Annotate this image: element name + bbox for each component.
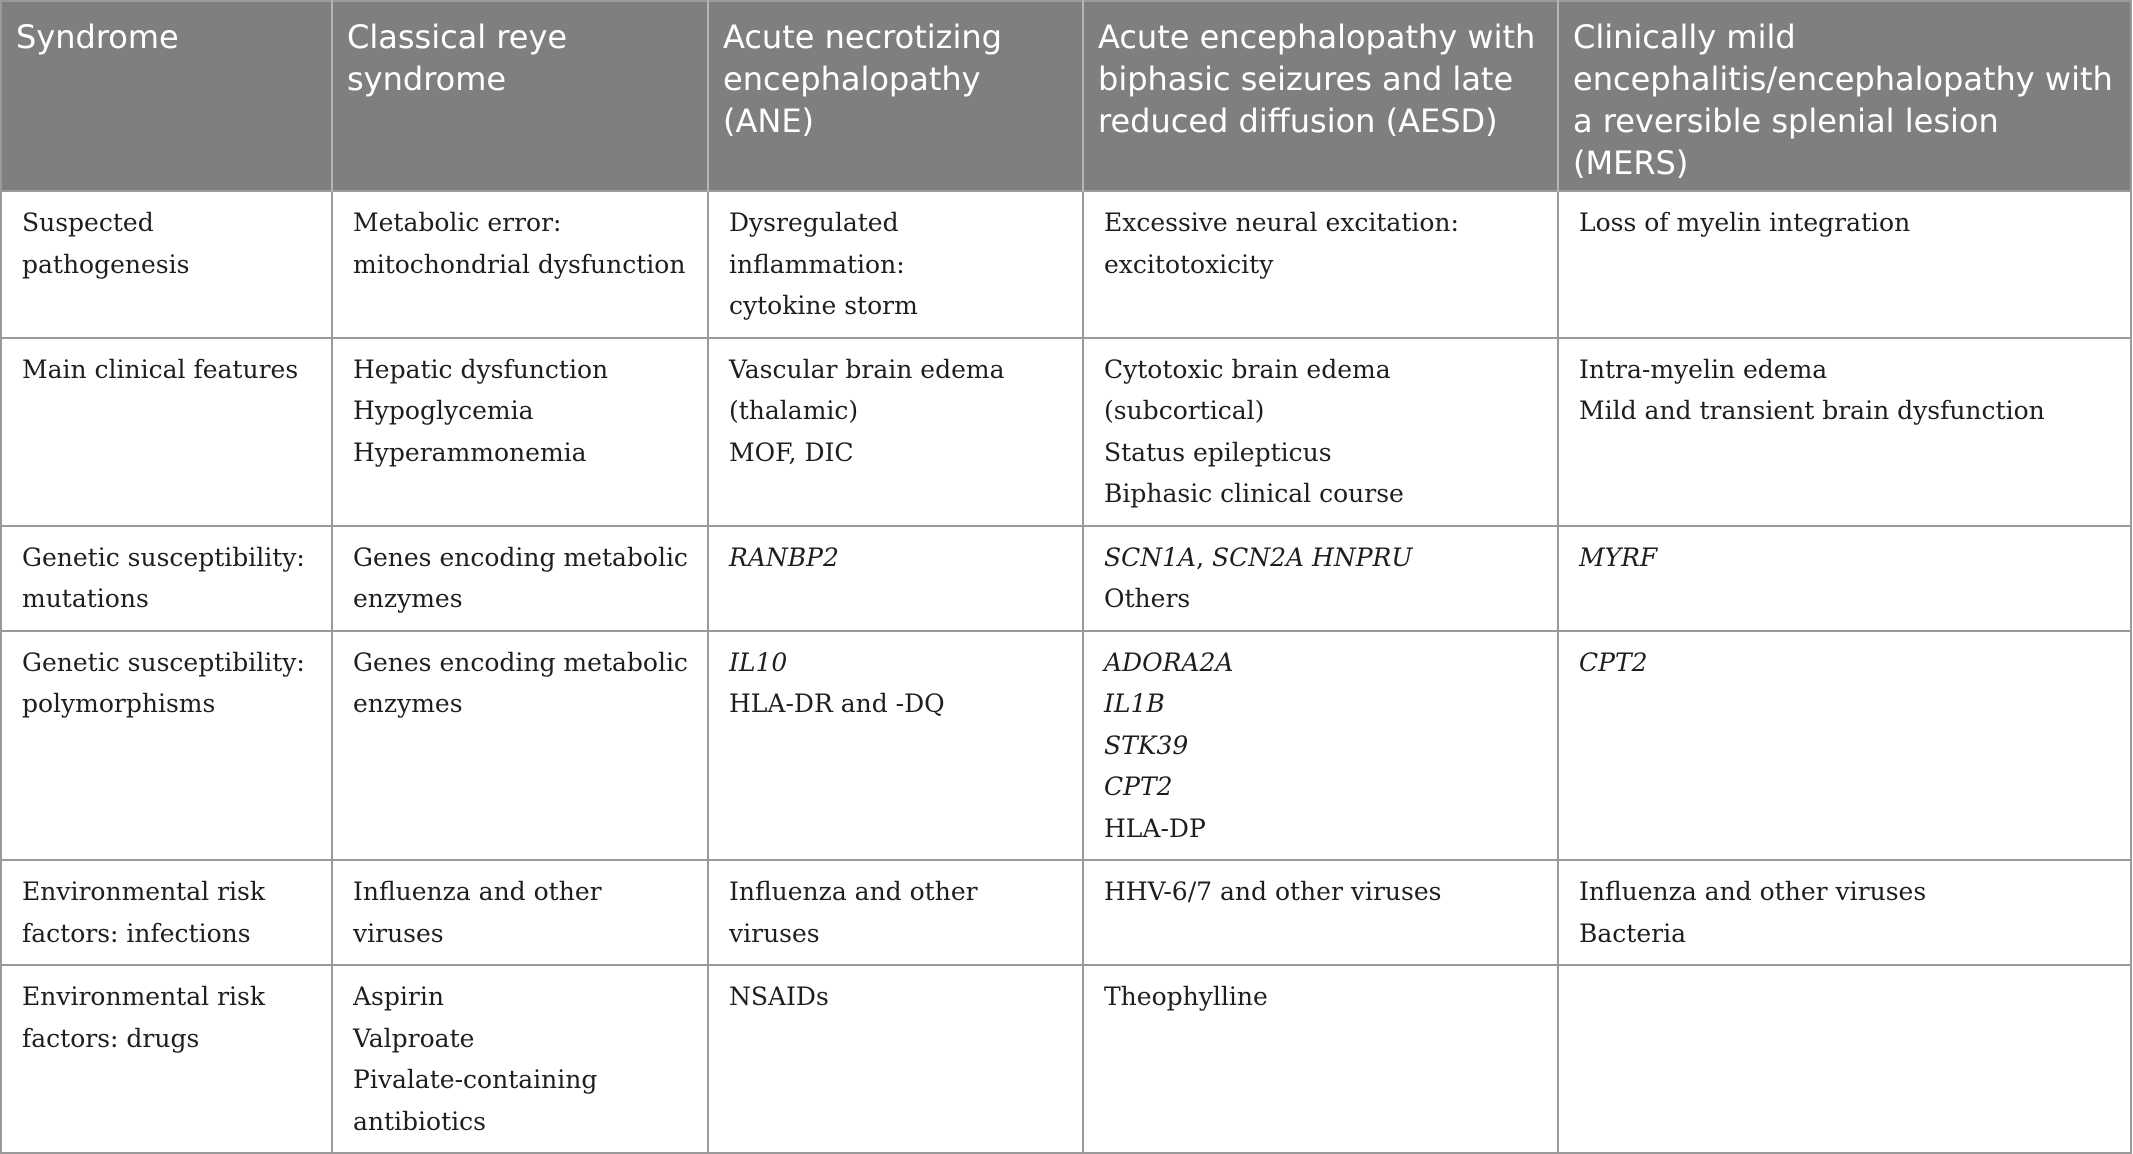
cell-line: antibiotics bbox=[353, 1106, 486, 1136]
table-row bbox=[1, 860, 2131, 965]
cell-line: enzymes bbox=[353, 689, 463, 718]
row-label: Environmental risk factors: drugs bbox=[1, 965, 332, 1153]
cell-line: Influenza and other viruses bbox=[353, 877, 602, 948]
gene-name: IL10 bbox=[729, 647, 788, 677]
table-row bbox=[1, 338, 2131, 526]
cell-aesd bbox=[1083, 191, 1558, 338]
gene-name: MYRF bbox=[1579, 542, 1658, 572]
cell-ane bbox=[708, 338, 1083, 526]
gene-name: ADORA2A bbox=[1104, 647, 1234, 677]
cell-line: Cytotoxic brain edema (subcortical) bbox=[1104, 354, 1391, 425]
header-syndrome: Syndrome bbox=[1, 1, 332, 191]
cell-line: Influenza and other viruses bbox=[729, 877, 978, 948]
gene-separator: , bbox=[1196, 542, 1212, 572]
cell-line: Bacteria bbox=[1579, 918, 1686, 948]
cell-aesd bbox=[1083, 338, 1558, 526]
cell-mers bbox=[1558, 338, 2131, 526]
row-label: Main clinical features bbox=[1, 338, 332, 526]
cell-line: (thalamic) bbox=[729, 396, 859, 425]
cell-line: HHV-6/7 and other viruses bbox=[1104, 877, 1442, 906]
cell-line: Others bbox=[1104, 584, 1191, 613]
cell-aesd bbox=[1083, 526, 1558, 631]
cell-reye bbox=[332, 631, 708, 861]
row-label: Environmental risk factors: infections bbox=[1, 860, 332, 965]
cell-line: HLA-DP bbox=[1104, 813, 1206, 843]
gene-name: STK39 bbox=[1104, 730, 1189, 760]
cell-line: Status epilepticus bbox=[1104, 437, 1332, 467]
cell-ane bbox=[708, 860, 1083, 965]
cell-reye bbox=[332, 965, 708, 1153]
gene-name: CPT2 bbox=[1579, 647, 1648, 677]
cell-line: enzymes bbox=[353, 584, 463, 613]
cell-line: Dysregulated inflammation: bbox=[729, 208, 905, 279]
cell-line: Aspirin bbox=[353, 982, 444, 1011]
table-row bbox=[1, 191, 2131, 338]
cell-ane bbox=[708, 965, 1083, 1153]
cell-line: Excessive neural excitation: bbox=[1104, 208, 1459, 237]
gene-name: IL1B bbox=[1104, 689, 1165, 718]
cell-line: Valproate bbox=[353, 1023, 475, 1053]
cell-ane bbox=[708, 631, 1083, 861]
gene-name: SCN2A HNPRU bbox=[1212, 542, 1413, 572]
cell-reye bbox=[332, 860, 708, 965]
cell-line: Vascular brain edema bbox=[729, 354, 1005, 384]
cell-mers bbox=[1558, 526, 2131, 631]
cell-ane bbox=[708, 191, 1083, 338]
cell-line: HLA-DR and -DQ bbox=[729, 689, 945, 718]
cell-line: mitochondrial dysfunction bbox=[353, 249, 686, 279]
cell-line: Hyperammonemia bbox=[353, 437, 587, 467]
cell-reye bbox=[332, 191, 708, 338]
cell-line: Hepatic dysfunction bbox=[353, 354, 609, 384]
header-classical-reye: Classical reye syndrome bbox=[332, 1, 708, 191]
cell-mers bbox=[1558, 631, 2131, 861]
cell-line: Loss of myelin integration bbox=[1579, 208, 1911, 237]
cell-line: Biphasic clinical course bbox=[1104, 479, 1404, 508]
table-row bbox=[1, 631, 2131, 861]
row-label: Genetic susceptibility: mutations bbox=[1, 526, 332, 631]
header-mers: Clinically mild encephalitis/encephalopathy with a reversible splenial lesion (MERS) bbox=[1558, 1, 2131, 191]
cell-mers bbox=[1558, 965, 2131, 1153]
cell-reye bbox=[332, 338, 708, 526]
cell-reye bbox=[332, 526, 708, 631]
cell-line bbox=[1104, 537, 1543, 579]
table-row bbox=[1, 526, 2131, 631]
table-row bbox=[1, 965, 2131, 1153]
header-aesd: Acute encephalopathy with biphasic seizures and late reduced diffusion (AESD) bbox=[1083, 1, 1558, 191]
table-header-row bbox=[1, 1, 2131, 191]
gene-name: SCN1A bbox=[1104, 542, 1197, 572]
cell-line: Pivalate-containing bbox=[353, 1065, 598, 1094]
cell-line: Genes encoding metabolic bbox=[353, 542, 688, 572]
cell-line: Theophylline bbox=[1104, 982, 1268, 1011]
cell-aesd bbox=[1083, 631, 1558, 861]
cell-line: cytokine storm bbox=[729, 291, 918, 320]
cell-line: Intra-myelin edema bbox=[1579, 354, 1828, 384]
cell-mers bbox=[1558, 191, 2131, 338]
row-label: Genetic susceptibility: polymorphisms bbox=[1, 631, 332, 861]
cell-line: NSAIDs bbox=[729, 982, 829, 1011]
cell-line: Mild and transient brain dysfunction bbox=[1579, 396, 2045, 425]
cell-line: Metabolic error: bbox=[353, 208, 562, 237]
cell-ane bbox=[708, 526, 1083, 631]
gene-name: RANBP2 bbox=[729, 542, 839, 572]
cell-line: Influenza and other viruses bbox=[1579, 877, 1927, 906]
header-ane: Acute necrotizing encephalopathy (ANE) bbox=[708, 1, 1083, 191]
cell-aesd bbox=[1083, 965, 1558, 1153]
row-label: Suspected pathogenesis bbox=[1, 191, 332, 338]
gene-name: CPT2 bbox=[1104, 772, 1173, 801]
cell-line: MOF, DIC bbox=[729, 437, 854, 467]
cell-mers bbox=[1558, 860, 2131, 965]
cell-line: Genes encoding metabolic bbox=[353, 647, 688, 677]
cell-line: excitotoxicity bbox=[1104, 249, 1274, 279]
cell-aesd bbox=[1083, 860, 1558, 965]
cell-line: Hypoglycemia bbox=[353, 396, 534, 425]
